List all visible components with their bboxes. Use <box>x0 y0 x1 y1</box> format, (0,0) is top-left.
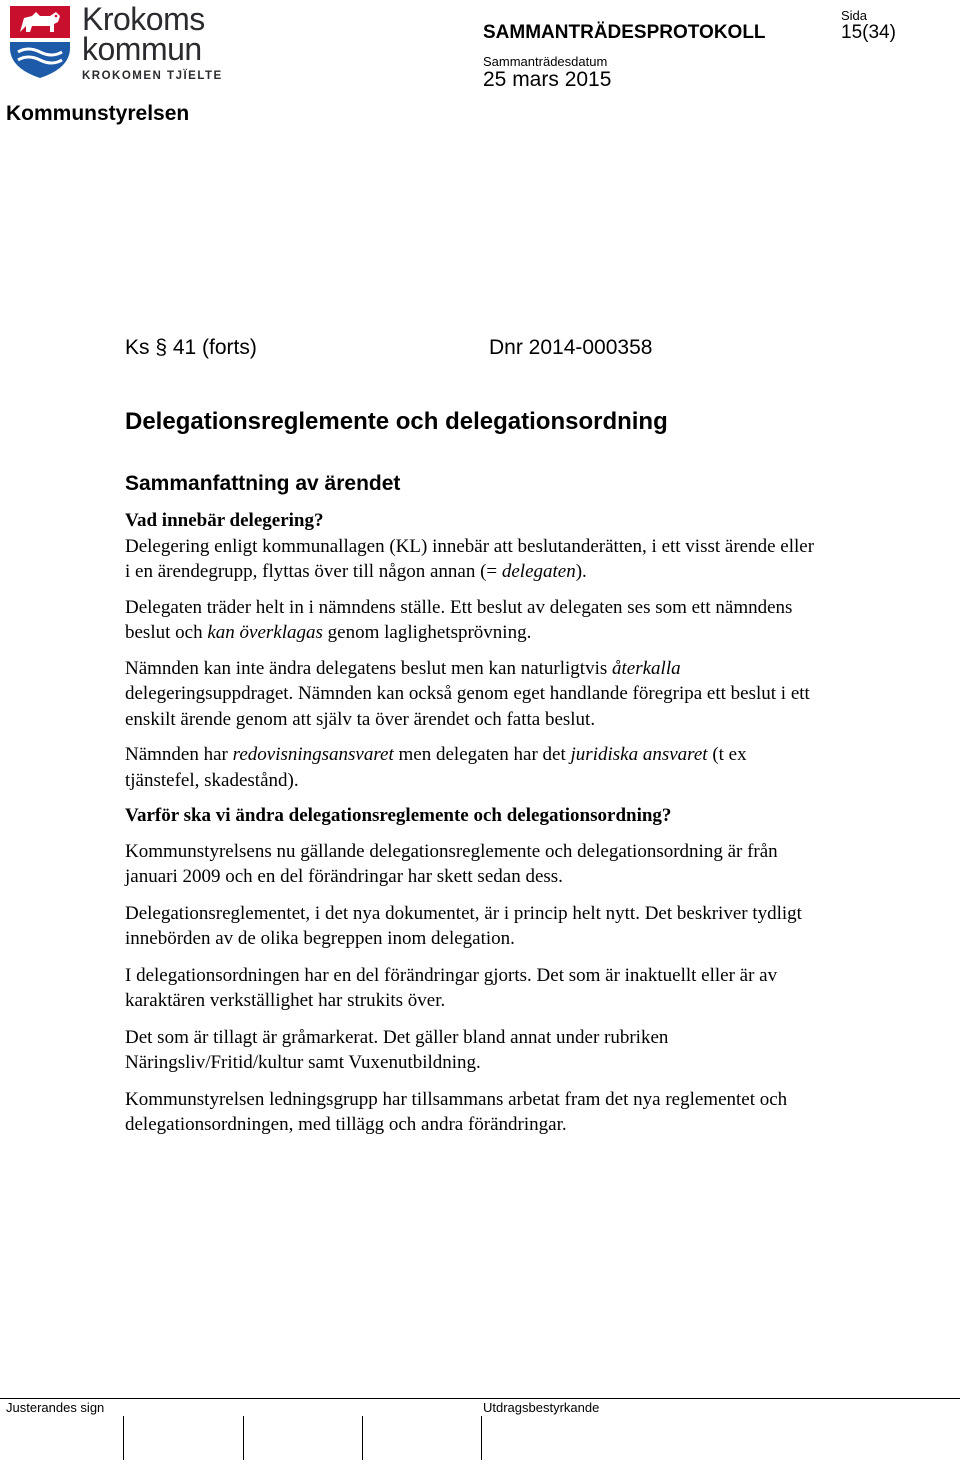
signature-box-divider <box>481 1416 482 1460</box>
page-title: Delegationsreglemente och delegationsordning <box>125 408 668 435</box>
brand-line-3: KROKOMEN TJÏELTE <box>82 70 223 82</box>
signature-box-divider <box>362 1416 363 1460</box>
diary-number: Dnr 2014-000358 <box>489 336 653 359</box>
page-label: Sida <box>841 8 868 23</box>
footer-divider <box>0 1398 960 1399</box>
brand-line-1: Krokoms <box>82 1 205 37</box>
paragraph-delegation-definition: Delegering enligt kommunallagen (KL) innebär att beslutanderätten, i ett visst ärende eller i en ärendegrupp, flyttas över till någon annan (= delegaten). <box>125 535 815 582</box>
paragraph-current-rules: Kommunstyrelsens nu gällande delegationsreglemente och delegationsordning är från januari 2009 och en del förändringar har skett sedan dess. <box>125 840 778 887</box>
meeting-date: 25 mars 2015 <box>483 68 612 91</box>
paragraph-management-group: Kommunstyrelsen ledningsgrupp har tillsammans arbetat fram det nya reglementet och delegationsordningen, med tillägg och andra förändringar. <box>125 1088 788 1135</box>
signature-box-divider <box>243 1416 244 1460</box>
paragraph-revoke: Nämnden kan inte ändra delegatens beslut men kan naturligtvis återkalla delegeringsuppdraget. Nämnden kan också genom eget handlande föregripa ett beslut i ett enskilt ärende genom att själv ta över ärendet och fatta beslut. <box>125 657 810 730</box>
brand-line-2: kommun <box>82 31 202 67</box>
paragraph-additions: Det som är tillagt är gråmarkerat. Det gäller bland annat under rubriken Näringsliv/Fritid/kultur samt Vuxenutbildning. <box>125 1026 669 1073</box>
utdragsbestyrkande-label: Utdragsbestyrkande <box>483 1400 600 1415</box>
coat-of-arms-icon <box>6 2 74 80</box>
organisation-name: Kommunstyrelsen <box>6 102 190 125</box>
document-type: SAMMANTRÄDESPROTOKOLL <box>483 22 766 43</box>
question-heading-2: Varför ska vi ändra delegationsreglemente och delegationsordning? <box>125 805 672 826</box>
signature-footer <box>0 1398 960 1463</box>
page-number: 15(34) <box>841 22 896 43</box>
paragraph-delegate-role: Delegaten träder helt in i nämndens ställe. Ett beslut av delegaten ses som ett nämndens beslut och kan överklagas genom laglighetsprövning. <box>125 596 793 643</box>
question-heading-1: Vad innebär delegering? <box>125 510 324 531</box>
paragraph-changes: I delegationsordningen har en del förändringar gjorts. Det som är inaktuellt eller är av karaktären verkställighet har strukits över. <box>125 964 778 1011</box>
case-reference: Ks § 41 (forts) <box>125 336 257 359</box>
justerandes-sign-label: Justerandes sign <box>6 1400 105 1415</box>
signature-box-divider <box>123 1416 124 1460</box>
paragraph-new-regulation: Delegationsreglementet, i det nya dokumentet, är i princip helt nytt. Det beskriver tydligt innebörden av de olika begreppen inom delegation. <box>125 902 802 949</box>
brand-wordmark <box>82 1 223 82</box>
paragraph-responsibility: Nämnden har redovisningsansvaret men delegaten har det juridiska ansvaret (t ex tjänstefel, skadestånd). <box>125 744 747 791</box>
section-heading: Sammanfattning av ärendet <box>125 472 401 495</box>
document-body <box>125 508 815 1138</box>
meeting-date-label: Sammanträdesdatum <box>483 54 608 69</box>
